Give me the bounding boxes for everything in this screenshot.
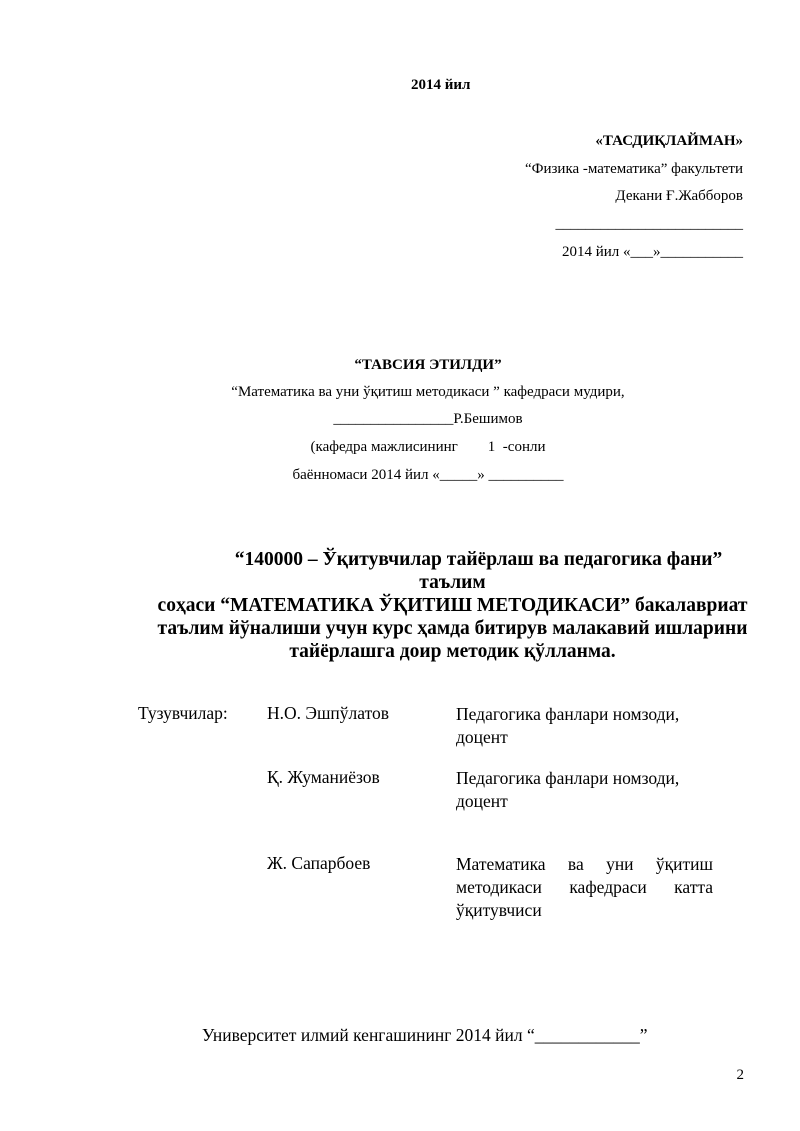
author-position-3-line-3: ўқитувчиси	[456, 900, 542, 920]
author-position-2-line-1: Педагогика фанлари номзоди,	[456, 768, 680, 788]
authors-label: Тузувчилар:	[138, 703, 228, 723]
author-position-3-line-2: методикаси кафедраси катта	[456, 877, 713, 897]
recommended-signature: ________________Р.Бешимов	[333, 411, 523, 427]
author-position-1-line-1: Педагогика фанлари номзоди,	[456, 704, 680, 724]
council-line	[202, 1025, 648, 1046]
recommended-protocol-line: баённомаси 2014 йил «_____» __________	[292, 467, 564, 483]
council-close: ”	[639, 1025, 648, 1045]
approval-title: «ТАСДИҚЛАЙМАН»	[595, 133, 743, 149]
main-title	[150, 548, 755, 663]
header-year: 2014 йил	[411, 77, 471, 93]
author-position-1-line-2: доцент	[456, 727, 508, 747]
page-number: 2	[736, 1067, 744, 1083]
approval-dean: Декани Ғ.Жабборов	[615, 188, 743, 204]
council-blank: ____________	[534, 1025, 640, 1045]
approval-faculty: “Физика -математика” факультети	[524, 161, 743, 177]
main-title-line-4: тайёрлашга доир методик қўлланма.	[289, 641, 616, 662]
main-title-line-2: соҳаси “МАТЕМАТИКА ЎҚИТИШ МЕТОДИКАСИ” бакалавриат	[157, 595, 748, 616]
main-title-line-3: таълим йўналиши учун курс ҳамда битирув малакавий ишларини	[157, 618, 748, 639]
author-position-1	[456, 703, 713, 749]
approval-date-line: 2014 йил «___»___________	[561, 244, 743, 260]
recommended-meeting-line: (кафедра мажлисининг 1 -сонли	[310, 439, 546, 455]
author-position-2-line-2: доцент	[456, 791, 508, 811]
recommended-department-head: “Математика ва уни ўқитиш методикаси ” кафедраси мудири,	[231, 384, 625, 400]
author-position-3	[456, 853, 713, 922]
author-position-2	[456, 767, 713, 813]
author-name-2: Қ. Жуманиёзов	[267, 767, 380, 787]
recommended-title: “ТАВСИЯ ЭТИЛДИ”	[354, 357, 502, 373]
author-name-3: Ж. Сапарбоев	[267, 853, 371, 873]
author-position-3-line-1: Математика ва уни ўқитиш	[456, 854, 713, 874]
approval-signature-line: _________________________	[555, 216, 743, 232]
council-text: Университет илмий кенгашининг 2014 йил “	[202, 1025, 535, 1045]
main-title-line-1: “140000 – Ўқитувчилар тайёрлаш ва педагогика фани” таълим	[234, 549, 723, 593]
author-name-1: Н.О. Эшпўлатов	[267, 703, 390, 723]
